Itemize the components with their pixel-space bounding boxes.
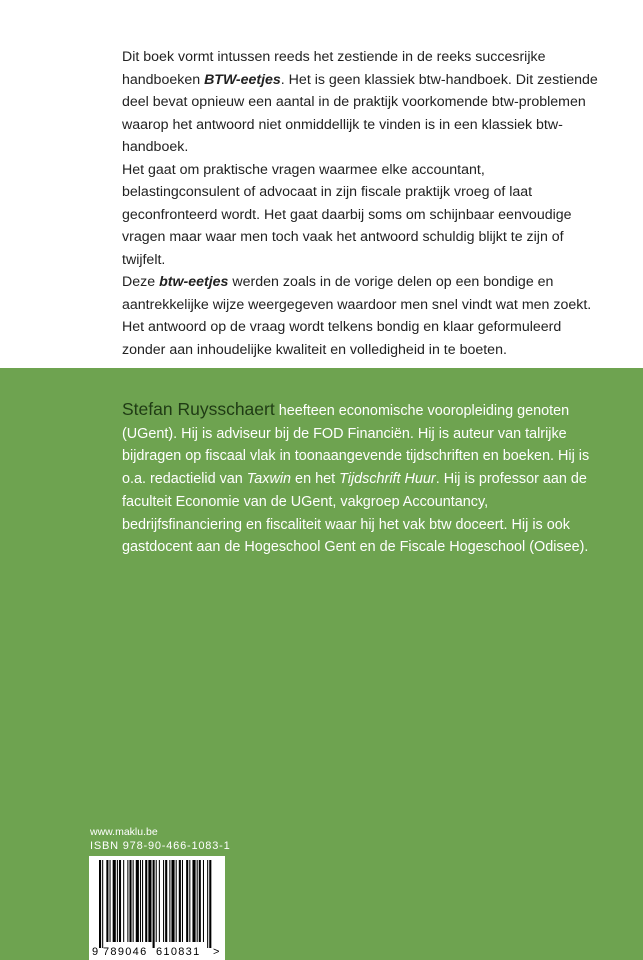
journal-tijdschrift-huur: Tijdschrift Huur (339, 471, 436, 488)
publisher-url: www.maklu.be (90, 826, 158, 838)
author-bio: Stefan Ruysschaert heefteen economische vooropleiding genoten (UGent). Hij is adviseur bij de FOD Financiën. Hij is auteur van talrijke bijdragen op fiscaal vlak in toonaangevende tijdschriften en boeken. Hij is o.a. redactielid van Taxwin en het Tijdschrift Huur. Hij is professor aan de faculteit Economie van de UGent, vakgroep Accountancy, bedrijfsfinanciering en fiscaliteit waar hij het vak btw doceert. Hij is ook gastdocent aan de Hogeschool Gent en de Fiscale Hogeschool (Odisee). (122, 399, 590, 556)
barcode-bar (156, 860, 157, 942)
barcode-bar (179, 860, 181, 942)
barcode-bar (165, 860, 167, 942)
barcode-bar (176, 860, 177, 942)
journal-taxwin: Taxwin (246, 471, 292, 488)
barcode-bar (127, 860, 128, 942)
author-name: Stefan Ruysschaert (122, 399, 275, 419)
intro-paragraph-2: Het gaat om praktische vragen waarmee elke accountant, belastingconsulent of advocaat in zijn fiscale praktijk vroeg of laat geconfronteerd wordt. Het gaat daarbij soms om schijnbaar eenvoudige vragen maar waar men toch vaak het antwoord schuldig blijkt te zijn of twijfelt. (122, 161, 572, 268)
barcode-digits-left: 789046 (103, 946, 148, 958)
barcode-bar (140, 860, 141, 942)
barcode-bar (159, 860, 160, 942)
barcode-bar (117, 860, 118, 942)
barcode-bar (113, 860, 116, 942)
barcode-bar (192, 860, 195, 942)
barcode-bar (102, 860, 103, 948)
barcode-bar (169, 860, 170, 942)
barcode-bar (186, 860, 188, 942)
barcode (89, 856, 225, 960)
barcode-bar (203, 860, 204, 942)
barcode-bar (119, 860, 121, 942)
barcode-bar (106, 860, 108, 942)
barcode-bar (199, 860, 201, 942)
series-title-lower: btw-eetjes (159, 274, 229, 290)
barcode-bar (163, 860, 164, 942)
barcode-bar (189, 860, 190, 942)
barcode-bar (145, 860, 147, 942)
barcode-bar (99, 860, 101, 948)
barcode-bar (207, 860, 208, 948)
barcode-bar (110, 860, 111, 942)
intro-paragraph-1: Dit boek vormt intussen reeds het zestiende in de reeks succesrijke handboeken BTW-eetjes. Het is geen klassiek btw-handboek. Dit zestiende deel bevat opnieuw een aantal in de praktijk voorkomende btw-problemen waarop het antwoord niet onmiddellijk te vinden is in een klassiek btw-handboek. (122, 49, 598, 155)
barcode-bar (148, 860, 151, 942)
barcode-digits-right: 610831 (156, 946, 201, 958)
barcode-bar (142, 860, 143, 942)
intro-text (122, 46, 602, 361)
barcode-bar (129, 860, 131, 942)
barcode-bars (89, 856, 225, 960)
barcode-bar (136, 860, 139, 942)
barcode-arrow: > (213, 946, 220, 958)
intro-panel (0, 0, 643, 368)
intro-paragraph-4: Het antwoord op de vraag wordt telkens bondig en klaar geformuleerd zonder aan inhoudelijke kwaliteit en volledigheid in te boeten. (122, 319, 562, 358)
barcode-bar (209, 860, 211, 948)
barcode-digit-lead: 9 (92, 946, 99, 958)
barcode-bar (153, 860, 155, 948)
isbn-label: ISBN 978-90-466-1083-1 (90, 840, 231, 852)
intro-paragraph-3: Deze btw-eetjes werden zoals in de vorige delen op een bondige en aantrekkelijke wijze weergegeven waardoor men snel vindt wat men zoekt. (122, 274, 592, 313)
barcode-bar (123, 860, 124, 942)
barcode-bar (133, 860, 134, 942)
barcode-bar (171, 860, 174, 942)
series-title: BTW-eetjes (204, 71, 281, 88)
barcode-bar (182, 860, 183, 942)
barcode-bar (197, 860, 198, 942)
